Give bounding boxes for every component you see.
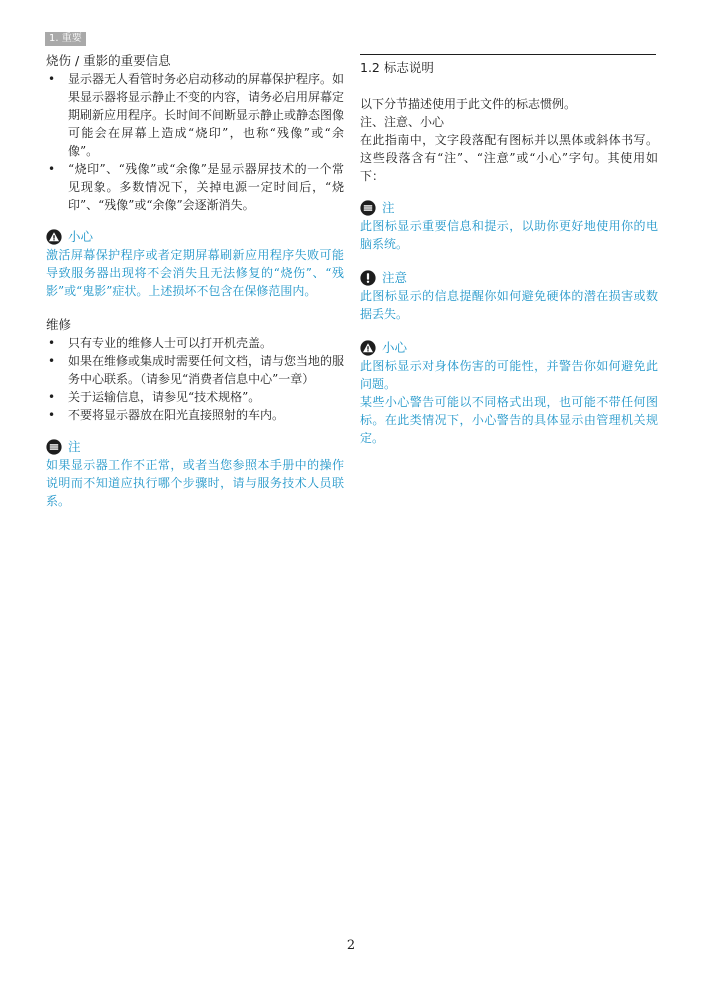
caution-text: 某些小心警告可能以不同格式出现，也可能不带任何图标。在此类情况下，小心警告的具体显示由管理机关规定。 <box>360 395 658 445</box>
list-item: • 不要将显示器放在阳光直接照射的车内。 <box>48 408 285 422</box>
note-text: 如果显示器工作不正常，或者当您参照本手册中的操作说明而不知道应执行哪个步骤时，请与服务技术人员联系。 <box>46 458 344 508</box>
note-heading <box>360 199 658 217</box>
page-number: 2 <box>346 938 356 953</box>
caution-heading <box>360 339 658 357</box>
caution-text: 激活屏幕保护程序或者定期屏幕刷新应用程序失败可能导致服务器出现将不会消失且无法修复的“烧伤”、“残影”或“鬼影”症状。上述损坏不包含在保修范围内。 <box>46 248 344 298</box>
caution-heading <box>46 228 344 246</box>
intro-line: 在此指南中，文字段落配有图标并以黑体或斜体书写。这些段落含有“注”、“注意”或“小心”字句。其使用如下： <box>360 133 658 183</box>
right-column <box>360 52 658 447</box>
list-item: • 显示器无人看管时务必启动移动的屏幕保护程序。如果显示器将显示静止不变的内容，请务必启用屏幕定期刷新应用程序。长时间不间断显示静止或静态图像可能会在屏幕上造成“烧印”，也称“残像”或“余像”。 <box>48 72 345 158</box>
chapter-tag: 1. 重要 <box>45 32 86 46</box>
caution-text: 此图标显示对身体伤害的可能性，并警告你如何避免此问题。 <box>360 359 658 391</box>
list-item: • 关于运输信息，请参见“技术规格”。 <box>48 390 261 404</box>
list-item: • 如果在维修或集成时需要任何文档，请与您当地的服务中心联系。（请参见“消费者信息中心”一章） <box>48 354 345 386</box>
intro-line: 注、注意、小心 <box>360 115 445 129</box>
note-title: 注 <box>68 439 81 454</box>
caution-title: 小心 <box>382 340 408 355</box>
list-item: • “烧印”、“残像”或“余像”是显示器屏技术的一个常见现象。多数情况下，关掉电源一定时间后，“烧印”、“残像”或“余像”会逐渐消失。 <box>48 162 344 212</box>
section-title: 1.2 标志说明 <box>360 60 434 75</box>
attention-heading <box>360 269 658 287</box>
repair-list <box>46 334 344 424</box>
burn-list <box>46 70 344 214</box>
repair-heading: 维修 <box>46 317 72 332</box>
left-column <box>46 52 344 510</box>
section-divider <box>360 54 656 55</box>
note-icon <box>46 439 62 455</box>
caution-title: 小心 <box>68 229 94 244</box>
note-text: 此图标显示重要信息和提示，以助你更好地使用你的电脑系统。 <box>360 219 658 251</box>
list-item: • 只有专业的维修人士可以打开机壳盖。 <box>48 336 273 350</box>
burn-heading: 烧伤 / 重影的重要信息 <box>46 53 171 68</box>
note-icon <box>360 200 376 216</box>
note-heading <box>46 438 344 456</box>
attention-text: 此图标显示的信息提醒你如何避免硬体的潜在损害或数据丢失。 <box>360 289 658 321</box>
warning-triangle-icon <box>46 229 62 245</box>
intro-line: 以下分节描述使用于此文件的标志惯例。 <box>360 97 577 111</box>
attention-title: 注意 <box>382 270 408 285</box>
note-title: 注 <box>382 200 395 215</box>
warning-triangle-icon <box>360 340 376 356</box>
exclamation-icon <box>360 270 376 286</box>
